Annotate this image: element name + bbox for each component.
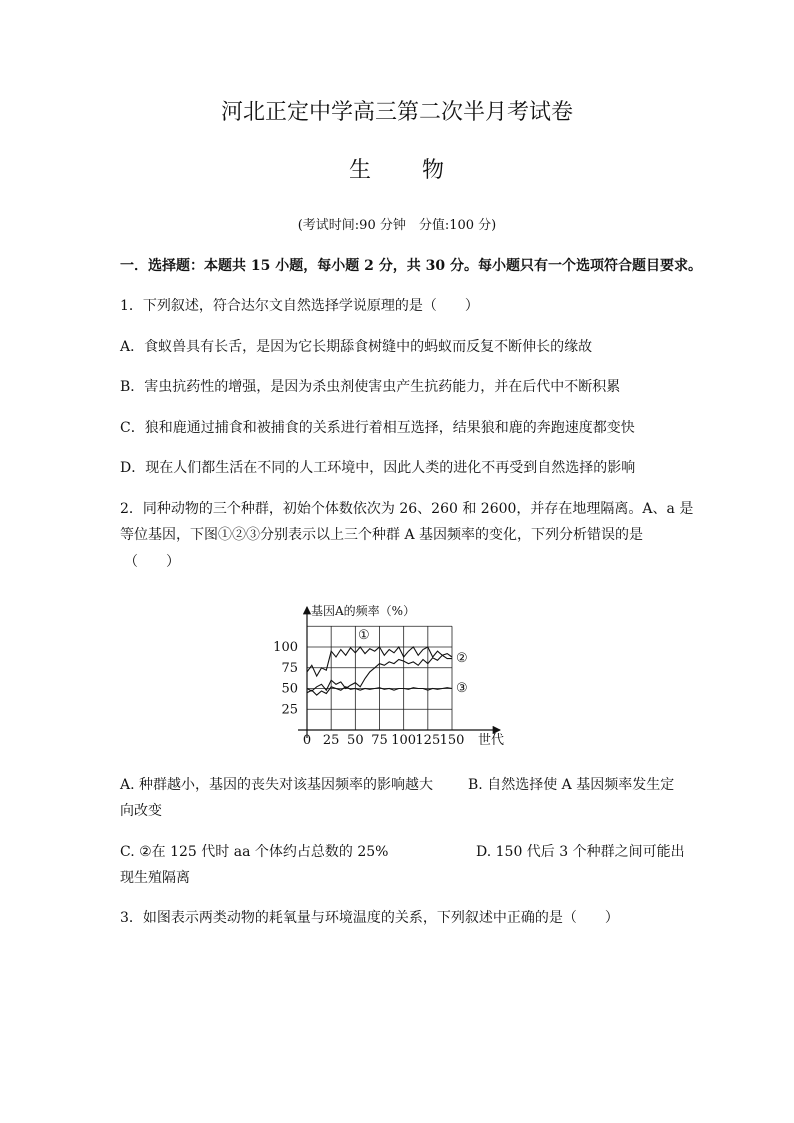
subject-char-1: 生 — [349, 158, 372, 183]
x-tick-label: 75 — [371, 733, 388, 748]
question-1-option-a: A．食蚁兽具有长舌，是因为它长期舔食树缝中的蚂蚁而反复不断伸长的缘故 — [120, 339, 593, 355]
y-tick-label: 100 — [273, 640, 298, 655]
chart-grid — [307, 626, 452, 730]
x-tick-label: 0 — [302, 733, 312, 748]
question-2-option-b-line-1: B. 自然选择使 A 基因频率发生定 — [468, 777, 675, 793]
x-tick-label: 25 — [322, 733, 340, 748]
question-2-stem-line-1: 2．同种动物的三个种群，初始个体数依次为 26、260 和 2600，并存在地理隔离。A、a 是 — [120, 501, 694, 517]
question-1-stem: 1．下列叙述，符合达尔文自然选择学说原理的是（ ） — [120, 298, 479, 314]
exam-title: 河北正定中学高三第二次半月考试卷 — [220, 100, 573, 125]
question-2-option-d-line-2: 现生殖隔离 — [120, 870, 190, 886]
question-2-option-d-line-1: D. 150 代后 3 个种群之间可能出 — [476, 844, 685, 860]
x-tick-label: 100 — [391, 733, 417, 748]
series-label-3: ③ — [456, 681, 468, 696]
question-2-stem-line-3: （ ） — [124, 554, 180, 570]
x-axis-label: 世代 — [478, 733, 505, 748]
chart-title: 基因A的频率（%） — [311, 604, 416, 618]
x-tick-label: 50 — [347, 733, 364, 748]
y-tick-label: 50 — [281, 681, 298, 697]
chart-ticks — [273, 640, 464, 748]
question-1-option-c: C．狼和鹿通过捕食和被捕食的关系进行着相互选择，结果狼和鹿的奔跑速度都变快 — [120, 420, 635, 436]
question-1-option-b: B．害虫抗药性的增强，是因为杀虫剂使害虫产生抗药能力，并在后代中不断积累 — [120, 379, 621, 395]
series-label-2: ② — [456, 651, 468, 666]
question-1-option-d: D．现在人们都生活在不同的人工环境中，因此人类的进化不再受到自然选择的影响 — [120, 460, 636, 476]
question-2-option-a: A. 种群越小，基因的丧失对该基因频率的影响越大 — [120, 777, 434, 793]
subject-char-2: 物 — [422, 158, 445, 183]
x-tick-label: 125 — [415, 733, 441, 748]
x-tick-label: 150 — [439, 733, 465, 748]
exam-info: (考试时间:90 分钟 分值:100 分) — [297, 218, 497, 233]
question-2-stem-line-2: 等位基因，下图①②③分别表示以上三个种群 A 基因频率的变化，下列分析错误的是 — [120, 527, 644, 543]
series-label-1: ① — [358, 628, 370, 643]
y-tick-label: 75 — [281, 660, 298, 676]
question-2-option-b-line-2: 向改变 — [120, 803, 162, 819]
question-2-option-c: C. ②在 125 代时 aa 个体约占总数的 25% — [120, 844, 389, 860]
y-tick-label: 25 — [281, 702, 298, 718]
gene-frequency-chart — [268, 598, 518, 750]
question-3-stem: 3．如图表示两类动物的耗氧量与环境温度的关系，下列叙述中正确的是（ ） — [120, 910, 619, 926]
section-header: 一．选择题：本题共 15 小题，每小题 2 分，共 30 分。每小题只有一个选项符合题目要求。 — [120, 258, 702, 274]
